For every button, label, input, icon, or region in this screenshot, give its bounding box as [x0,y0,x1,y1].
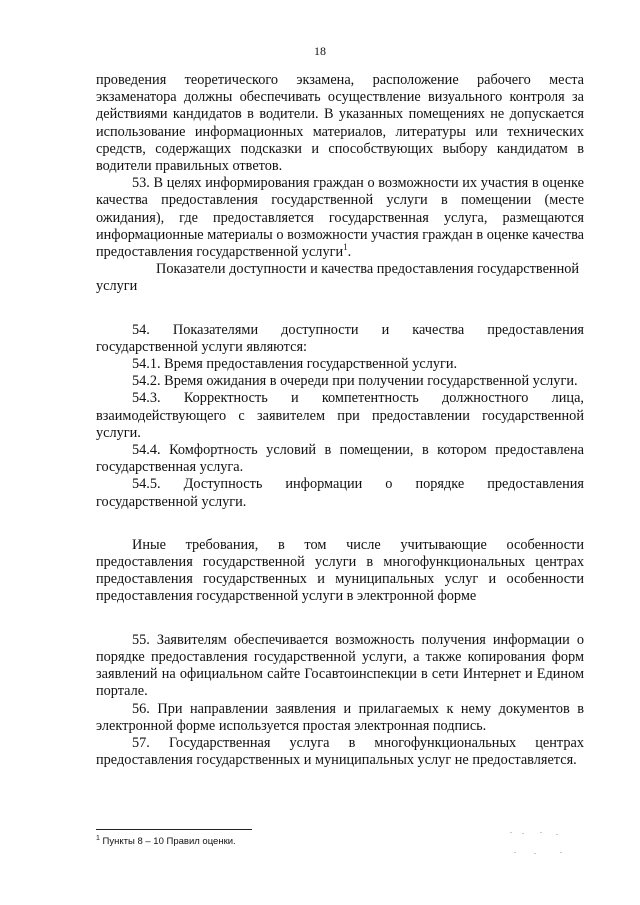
scan-artifacts [500,826,580,866]
paragraph-56: 56. При направлении заявления и прилагаемых к нему документов в электронной форме используется простая электронная подпись. [96,700,584,734]
paragraph-53: 53. В целях информирования граждан о возможности их участия в оценке качества предоставления государственной услуги в помещении (месте ожидания), где предоставляется государственная услуга, размещаются информационные материалы о возможности участия граждан в оценке качества предоставления государственной услуги$^1$. [96,175,584,261]
footnote-mark: 1 [96,834,100,842]
footnote-reference: 1 [343,242,348,253]
page-number: 18 [314,44,326,58]
paragraph-57: 57. Государственная услуга в многофункциональных центрах предоставления государственных и муниципальных услуг не предоставляется. [96,734,584,769]
paragraph-54-5: 54.5. Доступность информации о порядке предоставления государственной услуги. [96,476,584,510]
section-heading-accessibility: Показатели доступности и качества предоставления государственной услуги [96,261,580,295]
paragraph-54-2: 54.2. Время ожидания в очереди при получении государственной услуги. [132,373,578,390]
paragraph-54: 54. Показателями доступности и качества предоставления государственной услуги являются: [96,321,584,355]
paragraph-53-text: 53. В целях информирования граждан о возможности их участия в оценке качества предоставления государственной услуги в помещении (месте ожидания), где предоставляется государственная услуга, размещаются информационные материалы о возможности участия граждан в оценке качества предоставления государственной услуги [96,175,584,261]
section-heading-other-requirements: Иные требования, в том числе учитывающие особенности предоставления государственной услуги в многофункциональных центрах предоставления государственных и муниципальных услуг и особенности предоставления государственной услуги в электронной форме [96,536,584,605]
paragraph-54-4: 54.4. Комфортность условий в помещении, в котором предоставлена государственная услуга. [96,442,584,476]
paragraph-54-3: 54.3. Корректность и компетентность должностного лица, взаимодействующего с заявителем при предоставлении государственной услуги. [96,390,584,441]
paragraph-54-1: 54.1. Время предоставления государственной услуги. [132,356,458,373]
footnote-text: Пункты 8 – 10 Правил оценки. [102,836,236,847]
paragraph-55: 55. Заявителям обеспечивается возможность получения информации о порядке предоставления государственной услуги, а также копирования форм заявлений на официальном сайте Госавтоинспекции в сети Интернет и Едином портале. [96,631,584,700]
footnote-divider [96,829,252,830]
paragraph-continuation: проведения теоретического экзамена, расположение рабочего места экзаменатора должны обеспечивать осуществление визуального контроля за действиями кандидатов в водители. В указанных помещениях не допускается использование информационных материалов, литературы или технических средств, содержащих подсказки и способствующих выбору кандидатом в водители правильных ответов. [96,72,584,175]
document-body [96,72,584,769]
footnote [96,836,236,847]
